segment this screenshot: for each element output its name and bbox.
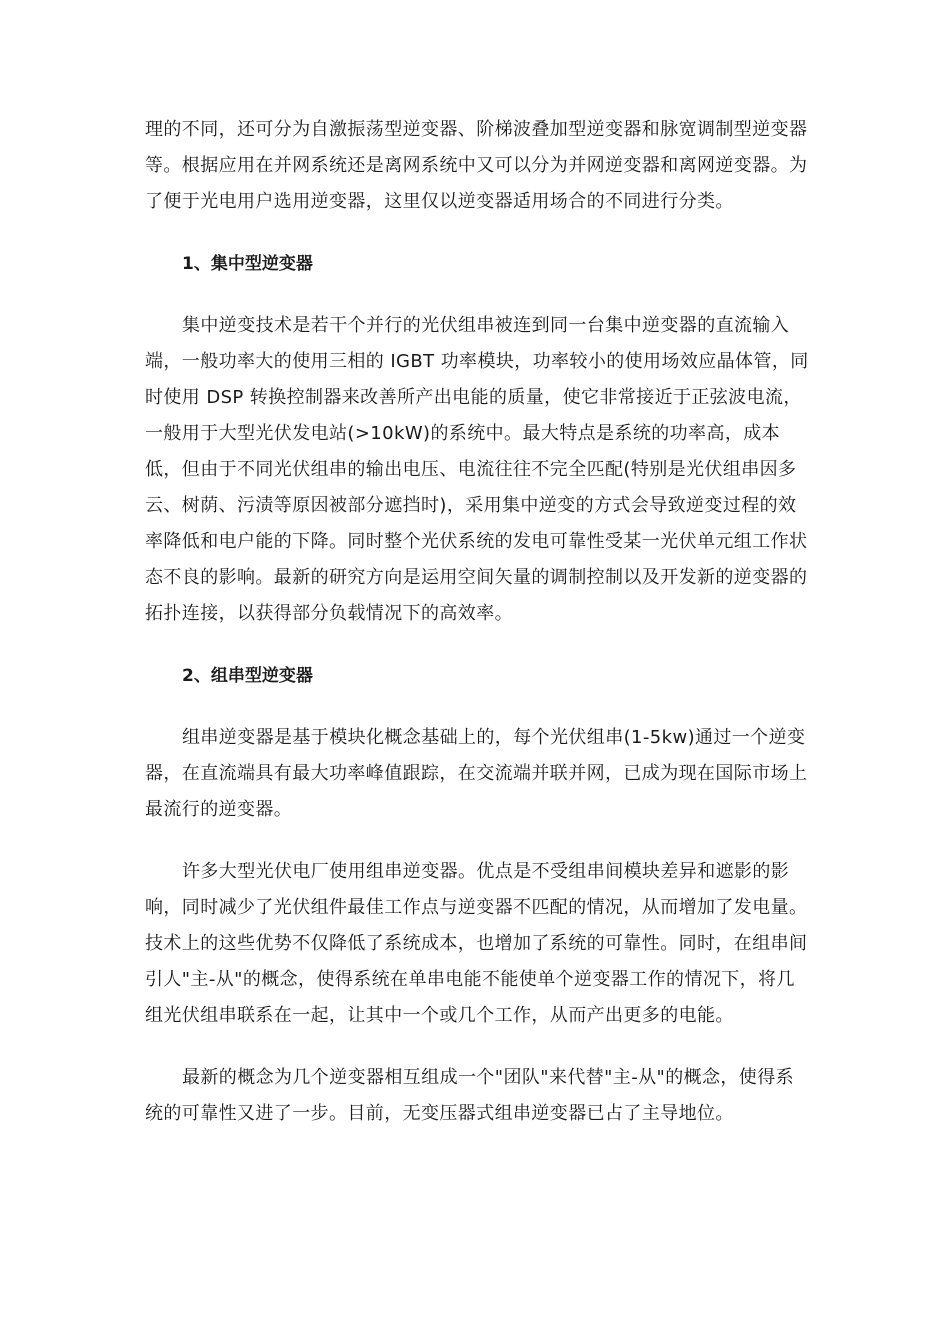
section-1-paragraph: 集中逆变技术是若干个并行的光伏组串被连到同一台集中逆变器的直流输入端，一般功率大的使用三相的 IGBT 功率模块，功率较小的使用场效应晶体管，同时使用 DSP 转换控制器来改善所产出电能的质量，使它非常接近于正弦波电流，一般用于大型光伏发电站(>10kW)的系统中。最大特点是系统的功率高，成本低，但由于不同光伏组串的输出电压、电流往往不完全匹配(特别是光伏组串因多云、树荫、污渍等原因被部分遮挡时)，采用集中逆变的方式会导致逆变过程的效率降低和电户能的下降。同时整个光伏系统的发电可靠性受某一光伏单元组工作状态不良的影响。最新的研究方向是运用空间矢量的调制控制以及开发新的逆变器的拓扑连接，以获得部分负载情况下的高效率。 [145,315,809,624]
section-2-paragraph-3: 最新的概念为几个逆变器相互组成一个"团队"来代替"主-从"的概念，使得系统的可靠性又进了一步。目前，无变压器式组串逆变器已占了主导地位。 [145,1067,795,1124]
section-2-heading: 2、组串型逆变器 [182,666,313,686]
document-page [145,112,810,1132]
section-2-paragraph-2: 许多大型光伏电厂使用组串逆变器。优点是不受组串间模块差异和遮影的影响，同时减少了光伏组件最佳工作点与逆变器不匹配的情况，从而增加了发电量。技术上的这些优势不仅降低了系统成本，也增加了系统的可靠性。同时，在组串间引人"主-从"的概念，使得系统在单串电能不能使单个逆变器工作的情况下，将几组光伏组串联系在一起，让其中一个或几个工作，从而产出更多的电能。 [145,861,808,1026]
intro-paragraph: 理的不同，还可分为自激振荡型逆变器、阶梯波叠加型逆变器和脉宽调制型逆变器等。根据应用在并网系统还是离网系统中又可以分为并网逆变器和离网逆变器。为了便于光电用户选用逆变器，这里仅以逆变器适用场合的不同进行分类。 [145,119,808,212]
section-2-paragraph-1: 组串逆变器是基于模块化概念基础上的，每个光伏组串(1-5kw)通过一个逆变器，在直流端具有最大功率峰值跟踪，在交流端并联并网，已成为现在国际市场上最流行的逆变器。 [145,727,808,820]
section-1-heading: 1、集中型逆变器 [182,254,313,274]
